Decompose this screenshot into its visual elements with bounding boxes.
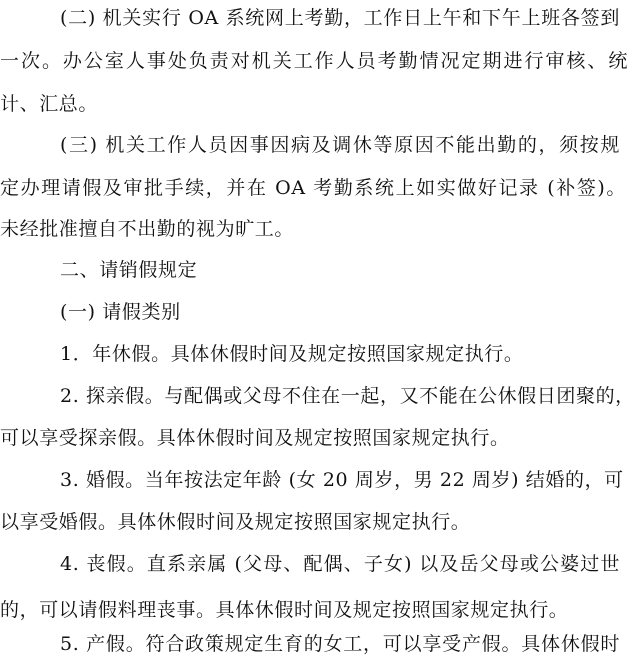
section-heading-leave-rules: 二、请销假规定 [60, 259, 198, 281]
para-attendance-line-3: 计、汇总。 [0, 93, 99, 115]
item-maternity-line-1: 5. 产假。符合政策规定生育的女工，可以享受产假。具体休假时 [60, 633, 620, 655]
para-attendance-line-2: 一次。办公室人事处负责对机关工作人员考勤情况定期进行审核、统 [0, 50, 628, 72]
item-marriage-line-2: 以享受婚假。具体休假时间及规定按照国家规定执行。 [0, 511, 471, 533]
para-leave-line-1: (三) 机关工作人员因事因病及调休等原因不能出勤的，须按规 [60, 134, 620, 156]
item-annual-leave: 1．年休假。具体休假时间及规定按照国家规定执行。 [60, 343, 524, 365]
item-bereavement-line-2: 的，可以请假料理丧事。具体休假时间及规定按照国家规定执行。 [0, 599, 569, 621]
item-family-visit-line-2: 可以享受探亲假。具体休假时间及规定按照国家规定执行。 [0, 427, 510, 449]
item-marriage-line-1: 3. 婚假。当年按法定年龄 (女 20 周岁，男 22 周岁) 结婚的，可 [60, 469, 624, 491]
para-leave-line-2: 定办理请假及审批手续，并在 OA 考勤系统上如实做好记录 (补签)。 [0, 177, 626, 199]
subsection-heading-leave-types: (一) 请假类别 [60, 301, 181, 323]
item-family-visit-line-1: 2. 探亲假。与配偶或父母不住在一起，又不能在公休假日团聚的， [60, 385, 635, 407]
para-attendance-line-1: (二) 机关实行 OA 系统网上考勤，工作日上午和下午上班各签到 [60, 7, 620, 29]
para-leave-line-3: 未经批准擅自不出勤的视为旷工。 [0, 218, 295, 240]
item-bereavement-line-1: 4. 丧假。直系亲属 (父母、配偶、子女) 以及岳父母或公婆过世 [60, 553, 620, 575]
